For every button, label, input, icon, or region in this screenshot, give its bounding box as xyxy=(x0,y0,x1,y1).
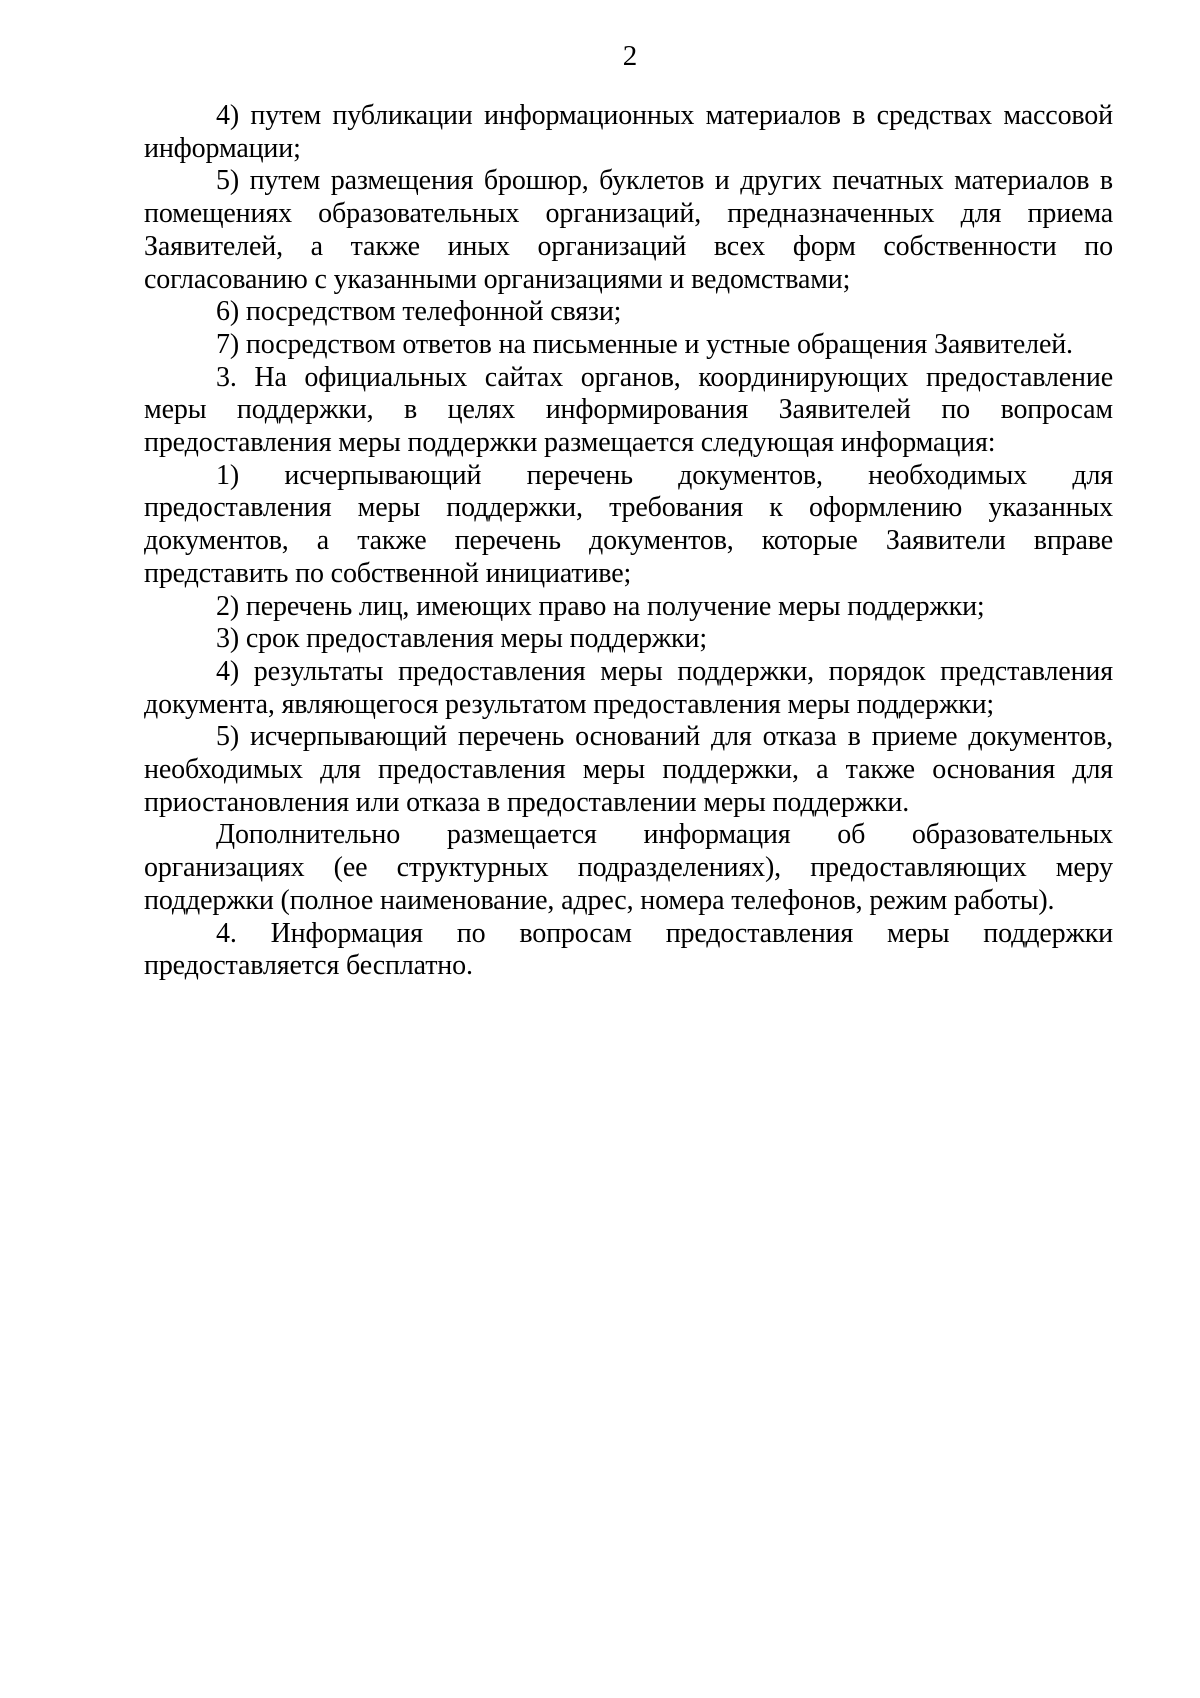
paragraph-item-6-phone: 6) посредством телефонной связи; xyxy=(216,296,622,328)
paragraph-item-7-responses: 7) посредством ответов на письменные и устные обращения Заявителей. xyxy=(216,328,1073,360)
page-number: 2 xyxy=(622,40,638,72)
document-body xyxy=(144,100,1113,983)
paragraph-list-item-4: 4) результаты предоставления меры поддержки, порядок представления документа, являющегося результатом предоставления меры поддержки; xyxy=(144,655,1113,720)
paragraph-section-3: 3. На официальных сайтах органов, координирующих предоставление меры поддержки, в целях информирования Заявителей по вопросам предоставления меры поддержки размещается следующая информация: xyxy=(144,361,1113,459)
paragraph-list-item-2: 2) перечень лиц, имеющих право на получение меры поддержки; xyxy=(216,590,985,622)
paragraph-list-item-5: 5) исчерпывающий перечень оснований для отказа в приеме документов, необходимых для предоставления меры поддержки, а также основания для приостановления или отказа в предоставлении меры поддержки. xyxy=(144,721,1113,818)
paragraph-section-4: 4. Информация по вопросам предоставления меры поддержки предоставляется бесплатно. xyxy=(144,917,1113,982)
paragraph-additional-info: Дополнительно размещается информация об образовательных организациях (ее структурных подразделениях), предоставляющих меру поддержки (полное наименование, адрес, номера телефонов, режим работы). xyxy=(144,819,1113,916)
paragraph-list-item-3: 3) срок предоставления меры поддержки; xyxy=(216,623,707,655)
paragraph-item-5-brochures: 5) путем размещения брошюр, буклетов и других печатных материалов в помещениях образовательных организаций, предназначенных для приема Заявителей, а также иных организаций всех форм собственности по согласованию с указанными организациями и ведомствами; xyxy=(144,165,1113,295)
paragraph-item-4-media: 4) путем публикации информационных материалов в средствах массовой информации; xyxy=(144,100,1113,164)
paragraph-list-item-1: 1) исчерпывающий перечень документов, необходимых для предоставления меры поддержки, требования к оформлению указанных документов, а также перечень документов, которые Заявители вправе представить по собственной инициативе; xyxy=(144,459,1113,589)
